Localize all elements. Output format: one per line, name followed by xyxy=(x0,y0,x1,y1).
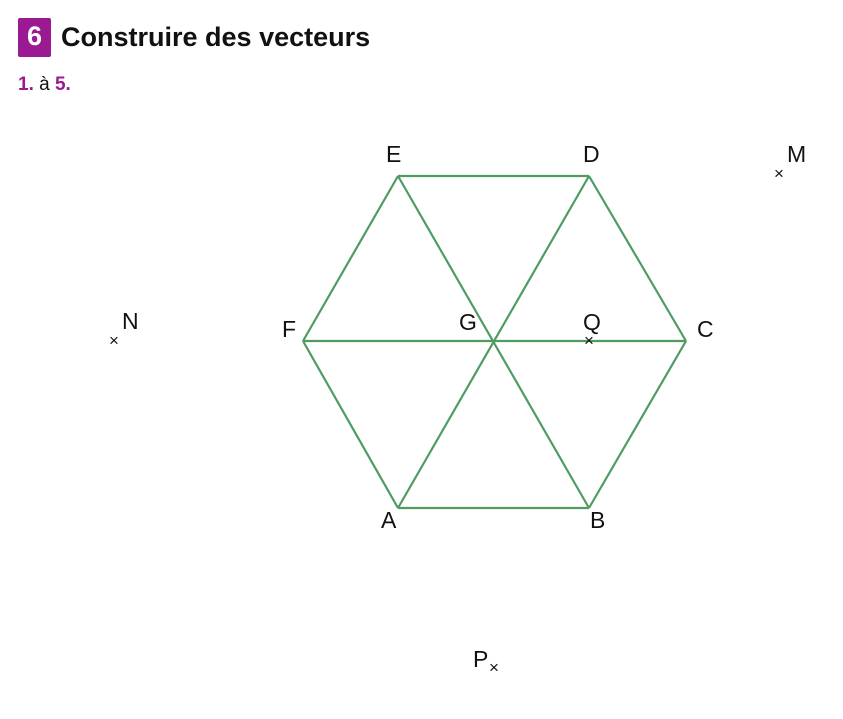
page-title: Construire des vecteurs xyxy=(61,22,371,52)
exercise-subtitle xyxy=(18,74,71,96)
point-label-M: M xyxy=(787,141,807,167)
hexagon-svg xyxy=(0,100,843,719)
vertex-label-D: D xyxy=(583,141,600,167)
subtitle-connector: à xyxy=(33,74,55,95)
point-cross-P: × xyxy=(489,658,499,677)
hexagon-segments xyxy=(303,176,686,508)
segment-FE xyxy=(303,176,398,341)
vertex-label-A: A xyxy=(381,507,397,533)
subtitle-start-number: 1. xyxy=(18,74,34,95)
hexagon-figure xyxy=(0,100,843,719)
point-cross-Q: × xyxy=(584,331,594,350)
point-cross-M: × xyxy=(774,164,784,183)
point-label-Q: Q xyxy=(583,309,601,335)
vertex-label-F: F xyxy=(282,316,297,342)
exercise-number-badge: 6 xyxy=(18,18,51,57)
exercise-header xyxy=(18,18,370,57)
subtitle-end-number: 5. xyxy=(54,74,71,95)
segment-CB xyxy=(589,341,686,508)
figure-labels xyxy=(109,141,806,677)
vertex-label-B: B xyxy=(590,507,606,533)
segment-AF xyxy=(303,341,398,508)
point-label-N: N xyxy=(122,308,139,334)
vertex-label-E: E xyxy=(386,141,402,167)
point-label-P: P xyxy=(473,646,489,672)
point-cross-N: × xyxy=(109,331,119,350)
segment-DC xyxy=(589,176,686,341)
vertex-label-C: C xyxy=(697,316,714,342)
vertex-label-G: G xyxy=(459,309,477,335)
